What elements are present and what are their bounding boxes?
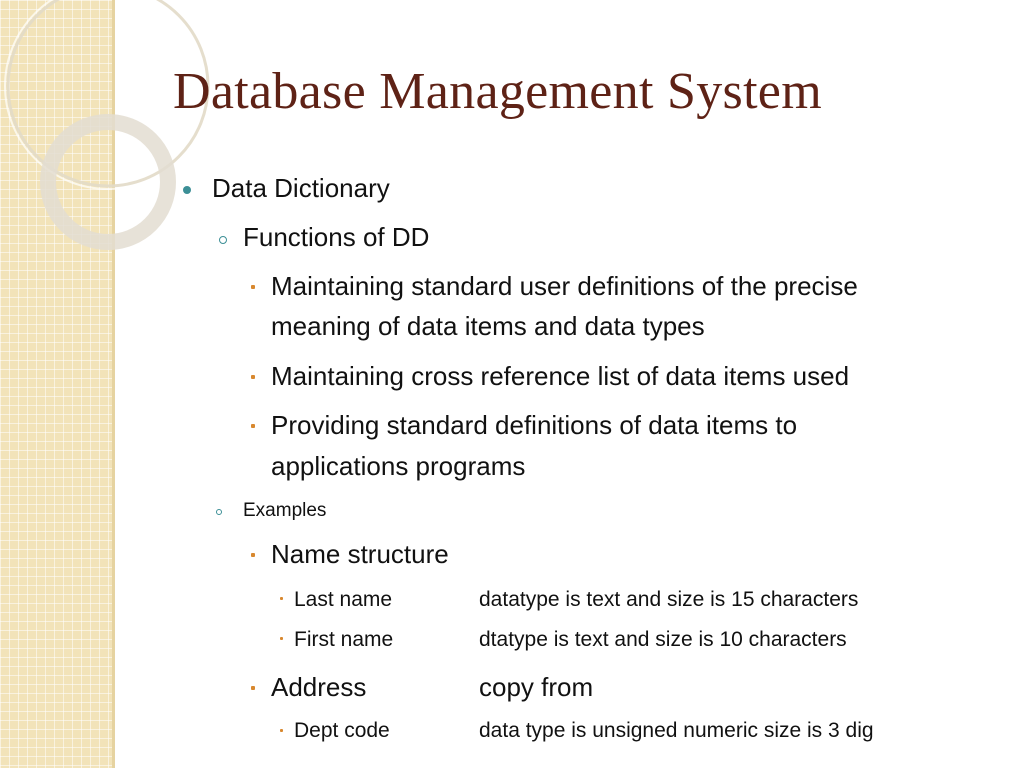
item-last-name-label: Last name: [294, 588, 393, 611]
slide-title: Database Management System: [173, 63, 822, 120]
decorative-sidebar: [0, 0, 112, 768]
bullet-address-desc: copy from: [479, 672, 594, 702]
small-square-icon: [280, 637, 283, 640]
small-square-icon: [280, 729, 283, 732]
bullet-function-2: Maintaining cross reference list of data items used: [271, 361, 850, 391]
small-square-icon: [251, 553, 255, 557]
bullet-function-1-line1: Maintaining standard user definitions of the precise: [271, 271, 858, 301]
bullet-functions-of-dd: Functions of DD: [243, 222, 430, 252]
item-last-name-desc: datatype is text and size is 15 characters: [479, 588, 859, 611]
bullet-function-3-line2: applications programs: [271, 451, 526, 481]
hollow-circle-icon: [216, 509, 222, 515]
item-dept-code-desc: data type is unsigned numeric size is 3 dig: [479, 719, 874, 742]
bullet-function-1-line2: meaning of data items and data types: [271, 311, 705, 341]
bullet-name-structure: Name structure: [271, 539, 449, 569]
small-square-icon: [251, 424, 255, 428]
small-square-icon: [251, 285, 255, 289]
small-square-icon: [280, 597, 283, 600]
small-square-icon: [251, 375, 255, 379]
filled-circle-icon: [183, 186, 191, 194]
bullet-data-dictionary: Data Dictionary: [212, 173, 390, 203]
bullet-examples: Examples: [243, 500, 327, 521]
bullet-address-label: Address: [271, 672, 367, 702]
bullet-function-3-line1: Providing standard definitions of data items to: [271, 410, 798, 440]
item-first-name-label: First name: [294, 628, 394, 651]
sidebar-edge: [112, 0, 115, 768]
hollow-circle-icon: [219, 236, 227, 244]
item-dept-code-label: Dept code: [294, 719, 390, 742]
small-square-icon: [251, 686, 255, 690]
item-first-name-desc: dtatype is text and size is 10 characters: [479, 628, 847, 651]
